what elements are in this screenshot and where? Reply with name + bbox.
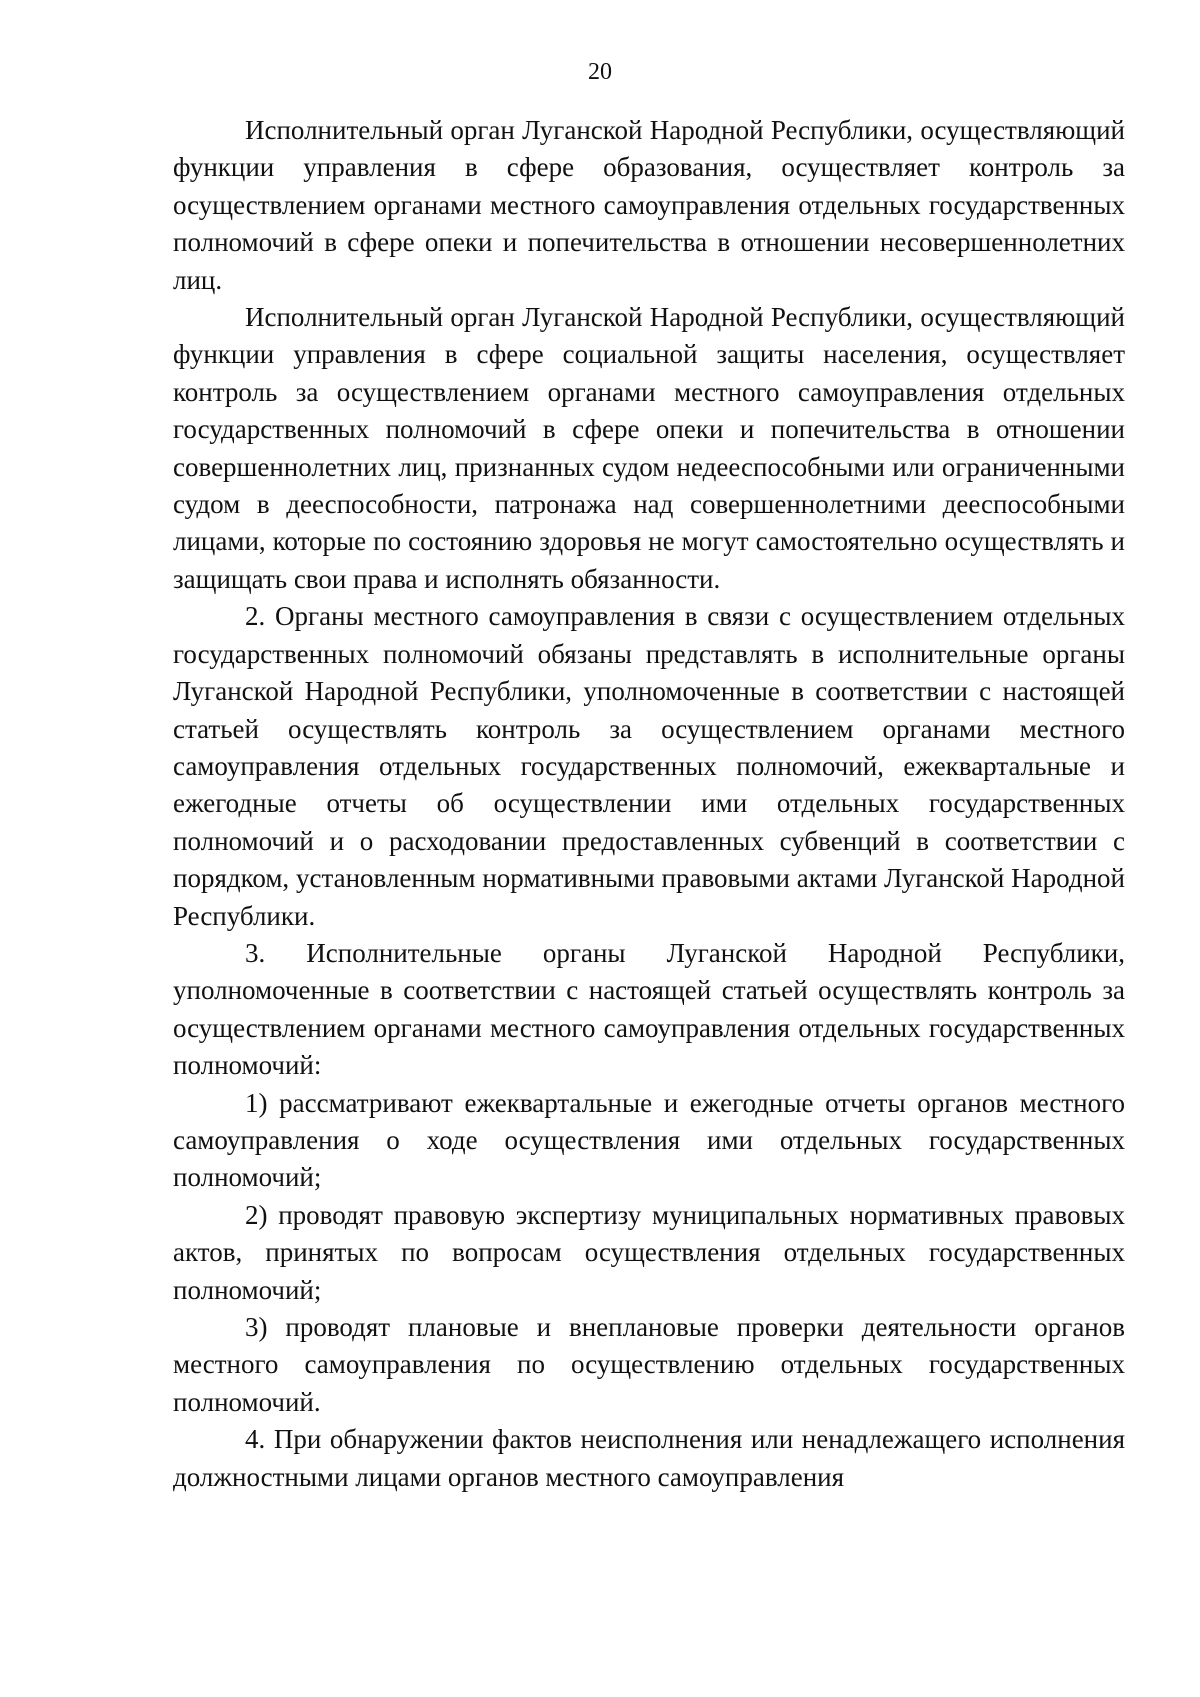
- subitem-2-legal-expertise: 2) проводят правовую экспертизу муниципальных нормативных правовых актов, принятых по вопросам осуществления отдельных государственных полномочий;: [173, 1199, 1125, 1305]
- document-body: [173, 112, 1125, 1496]
- subitem-3-inspections: 3) проводят плановые и внеплановые проверки деятельности органов местного самоуправления по осуществлению отдельных государственных полномочий.: [173, 1312, 1125, 1417]
- paragraph-social-protection-control: Исполнительный орган Луганской Народной Республики, осуществляющий функции управления в сфере социальной защиты населения, осуществляет контроль за осуществлением органами местного самоуправления отдельных государственных полномочий в сфере опеки и попечительства в отношении совершеннолетних лиц, признанных судом недееспособными или ограниченными судом в дееспособности, патронажа над совершеннолетними дееспособными лицами, которые по состоянию здоровья не могут самостоятельно осуществлять и защищать свои права и исполнять обязанности.: [173, 302, 1125, 594]
- page-number: 20: [588, 59, 612, 85]
- paragraph-item-4-violations: 4. При обнаружении фактов неисполнения или ненадлежащего исполнения должностными лицами органов местного самоуправления: [173, 1424, 1125, 1492]
- paragraph-item-3-control-powers: 3. Исполнительные органы Луганской Народной Республики, уполномоченные в соответствии с настоящей статьей осуществлять контроль за осуществлением органами местного самоуправления отдельных государственных полномочий:: [173, 937, 1125, 1081]
- paragraph-education-control: Исполнительный орган Луганской Народной Республики, осуществляющий функции управления в сфере образования, осуществляет контроль за осуществлением органами местного самоуправления отдельных государственных полномочий в сфере опеки и попечительства в отношении несовершеннолетних лиц.: [173, 115, 1125, 295]
- subitem-1-review-reports: 1) рассматривают ежеквартальные и ежегодные отчеты органов местного самоуправления о ходе осуществления ими отдельных государственных полномочий;: [173, 1087, 1125, 1193]
- paragraph-item-2-reporting-duty: 2. Органы местного самоуправления в связи с осуществлением отдельных государственных полномочий обязаны представлять в исполнительные органы Луганской Народной Республики, уполномоченные в соответствии с настоящей статьей осуществлять контроль за осуществлением органами местного самоуправления отдельных государственных полномочий, ежеквартальные и ежегодные отчеты об осуществлении ими отдельных государственных полномочий и о расходовании предоставленных субвенций в соответствии с порядком, установленным нормативными правовыми актами Луганской Народной Республики.: [173, 601, 1125, 931]
